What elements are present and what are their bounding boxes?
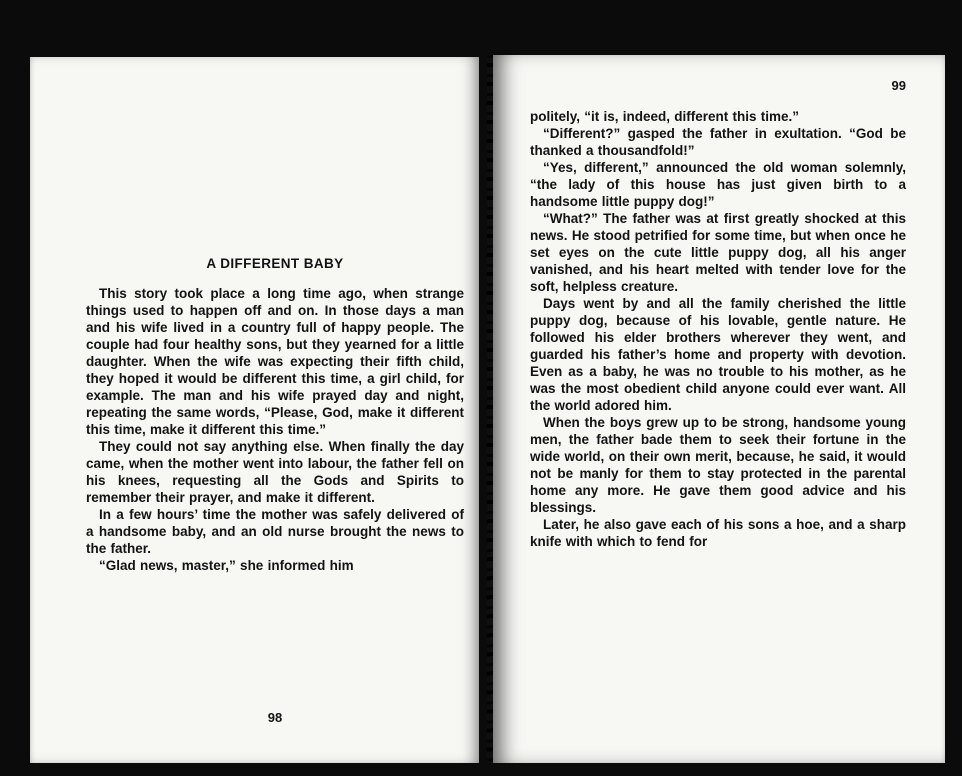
- right-page: [493, 55, 945, 763]
- paragraph: This story took place a long time ago, when strange things used to happen off and on. In those days a man and his wife lived in a country full of happy people. The couple had four healthy sons, but they yearned for a little daughter. When the wife was expecting their fifth child, they hoped it would be different this time, a girl child, for example. The man and his wife prayed day and night, repeating the same words, “Please, God, make it different this time, make it different this time.”: [86, 286, 464, 437]
- paragraph: They could not say anything else. When finally the day came, when the mother went into labour, the father fell on his knees, requesting all the Gods and Spirits to remember their prayer, and make it different.: [86, 439, 464, 505]
- paragraph: politely, “it is, indeed, different this time.”: [530, 109, 800, 124]
- left-page-number: 98: [267, 710, 283, 725]
- right-page-body: [530, 108, 906, 550]
- paragraph: “What?” The father was at first greatly shocked at this news. He stood petrified for some time, but when once he set eyes on the cute little puppy dog, all his anger vanished, and his heart melted with tender love for the soft, helpless creature.: [530, 211, 906, 294]
- right-page-number: 99: [891, 78, 906, 93]
- paragraph: “Different?” gasped the father in exultation. “God be thanked a thousandfold!”: [530, 126, 906, 158]
- left-page: [30, 57, 479, 763]
- paragraph: Days went by and all the family cherished the little puppy dog, because of his lovable, gentle nature. He followed his elder brothers wherever they went, and guarded his father’s home and property with devotion. Even as a baby, he was no trouble to his mother, as he was the most obedient child anyone could ever want. All the world adored him.: [530, 296, 906, 413]
- paragraph: When the boys grew up to be strong, handsome young men, the father bade them to seek their fortune in the wide world, on their own merit, because, he said, it would not be manly for them to stay protected in the parental home any more. He gave them good advice and his blessings.: [530, 415, 906, 515]
- left-page-body: [86, 285, 464, 574]
- paragraph: Later, he also gave each of his sons a hoe, and a sharp knife with which to fend for: [530, 517, 906, 549]
- story-title: A DIFFERENT BABY: [206, 256, 344, 271]
- paragraph: “Yes, different,” announced the old woman solemnly, “the lady of this house has just given birth to a handsome little puppy dog!”: [530, 160, 906, 209]
- paragraph: In a few hours’ time the mother was safely delivered of a handsome baby, and an old nurse brought the news to the father.: [86, 507, 464, 556]
- left-page-text-column: [86, 255, 464, 574]
- paragraph: “Glad news, master,” she informed him: [99, 558, 354, 573]
